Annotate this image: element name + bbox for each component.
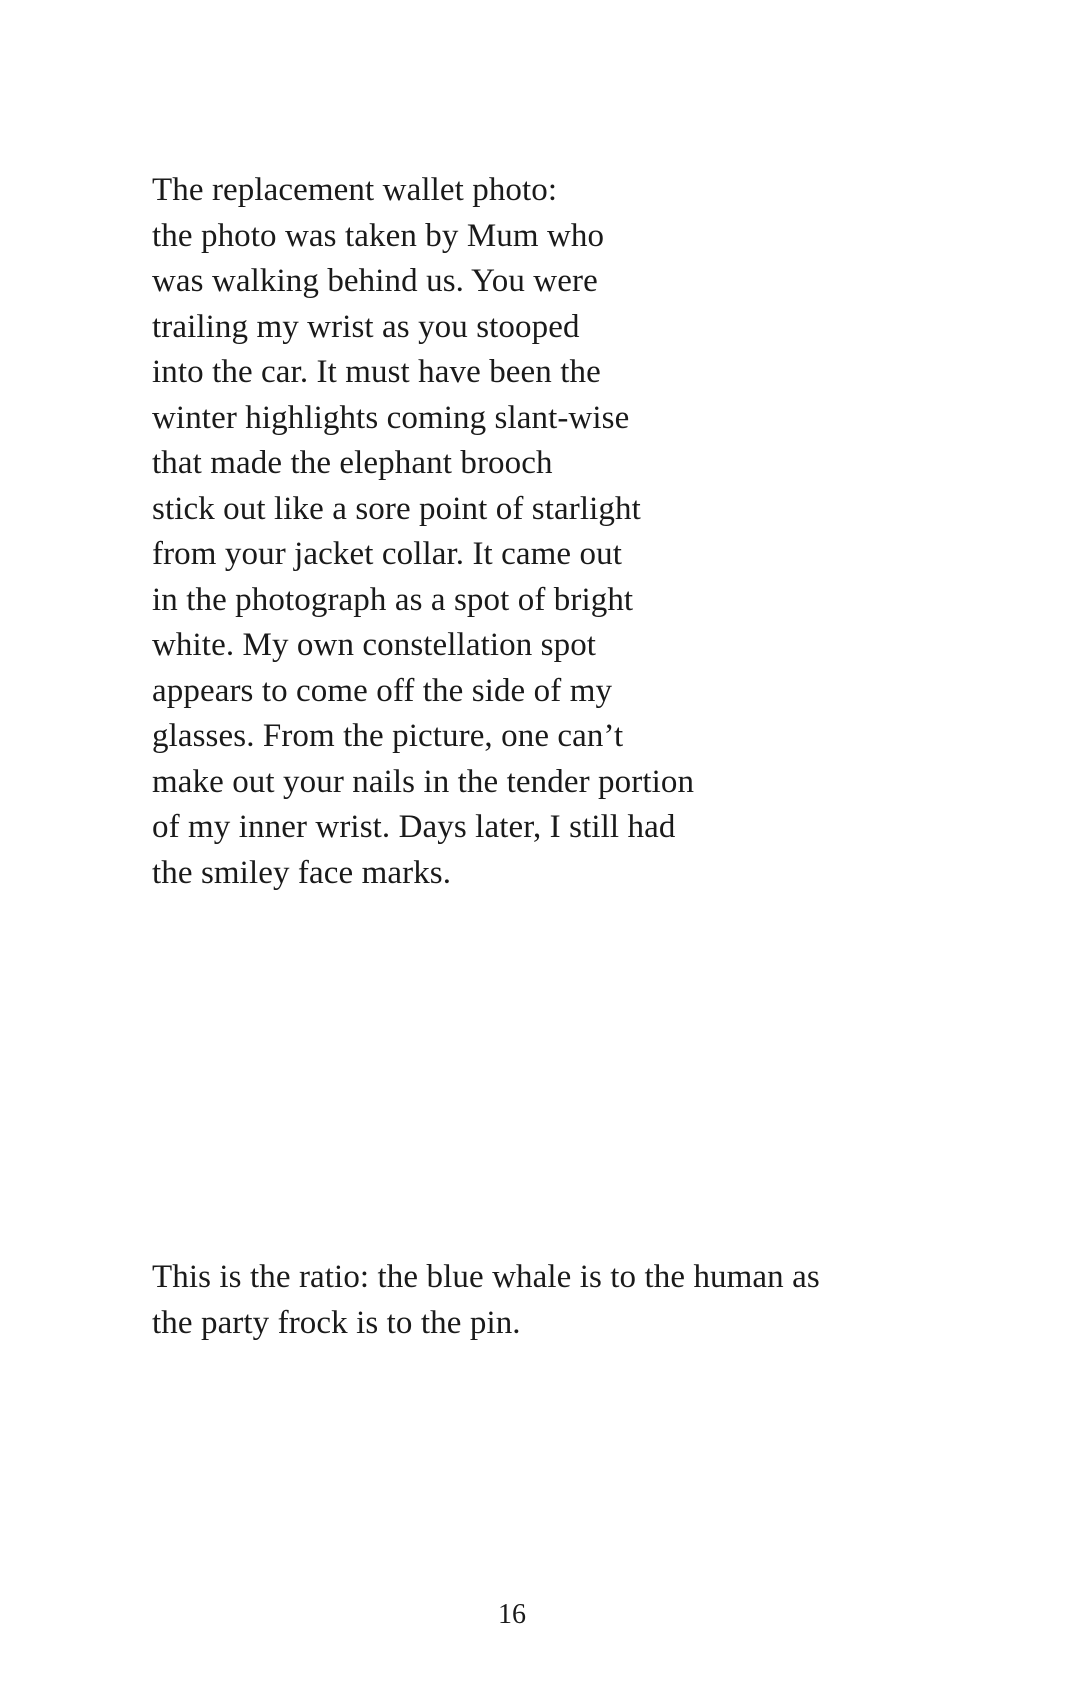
poem-line: from your jacket collar. It came out [152, 536, 622, 572]
poem-line: the party frock is to the pin. [152, 1304, 521, 1341]
poem-line: glasses. From the picture, one can’t [152, 718, 624, 754]
poem-line: make out your nails in the tender portion [152, 763, 695, 800]
poem-stanza-2 [152, 1255, 820, 1346]
poem-line: winter highlights coming slant-wise [152, 399, 630, 436]
poem-line: was walking behind us. You were [152, 263, 598, 299]
poem-stanza-1 [152, 168, 694, 896]
poem-line: of my inner wrist. Days later, I still had [152, 809, 676, 845]
poem-line: appears to come off the side of my [152, 672, 613, 709]
poem-line: into the car. It must have been the [152, 354, 601, 390]
poem-line: the smiley face marks. [152, 854, 452, 891]
poem-line: that made the elephant brooch [152, 445, 553, 481]
poem-line: stick out like a sore point of starlight [152, 490, 641, 527]
poem-line: white. My own constellation spot [152, 627, 597, 663]
poem-line: The replacement wallet photo: [152, 172, 558, 208]
poem-line: trailing my wrist as you stooped [152, 308, 580, 345]
poem-line: the photo was taken by Mum who [152, 217, 605, 254]
page-number: 16 [498, 1599, 526, 1630]
poem-line: in the photograph as a spot of bright [152, 581, 634, 618]
poem-line: This is the ratio: the blue whale is to the human as [152, 1259, 820, 1295]
